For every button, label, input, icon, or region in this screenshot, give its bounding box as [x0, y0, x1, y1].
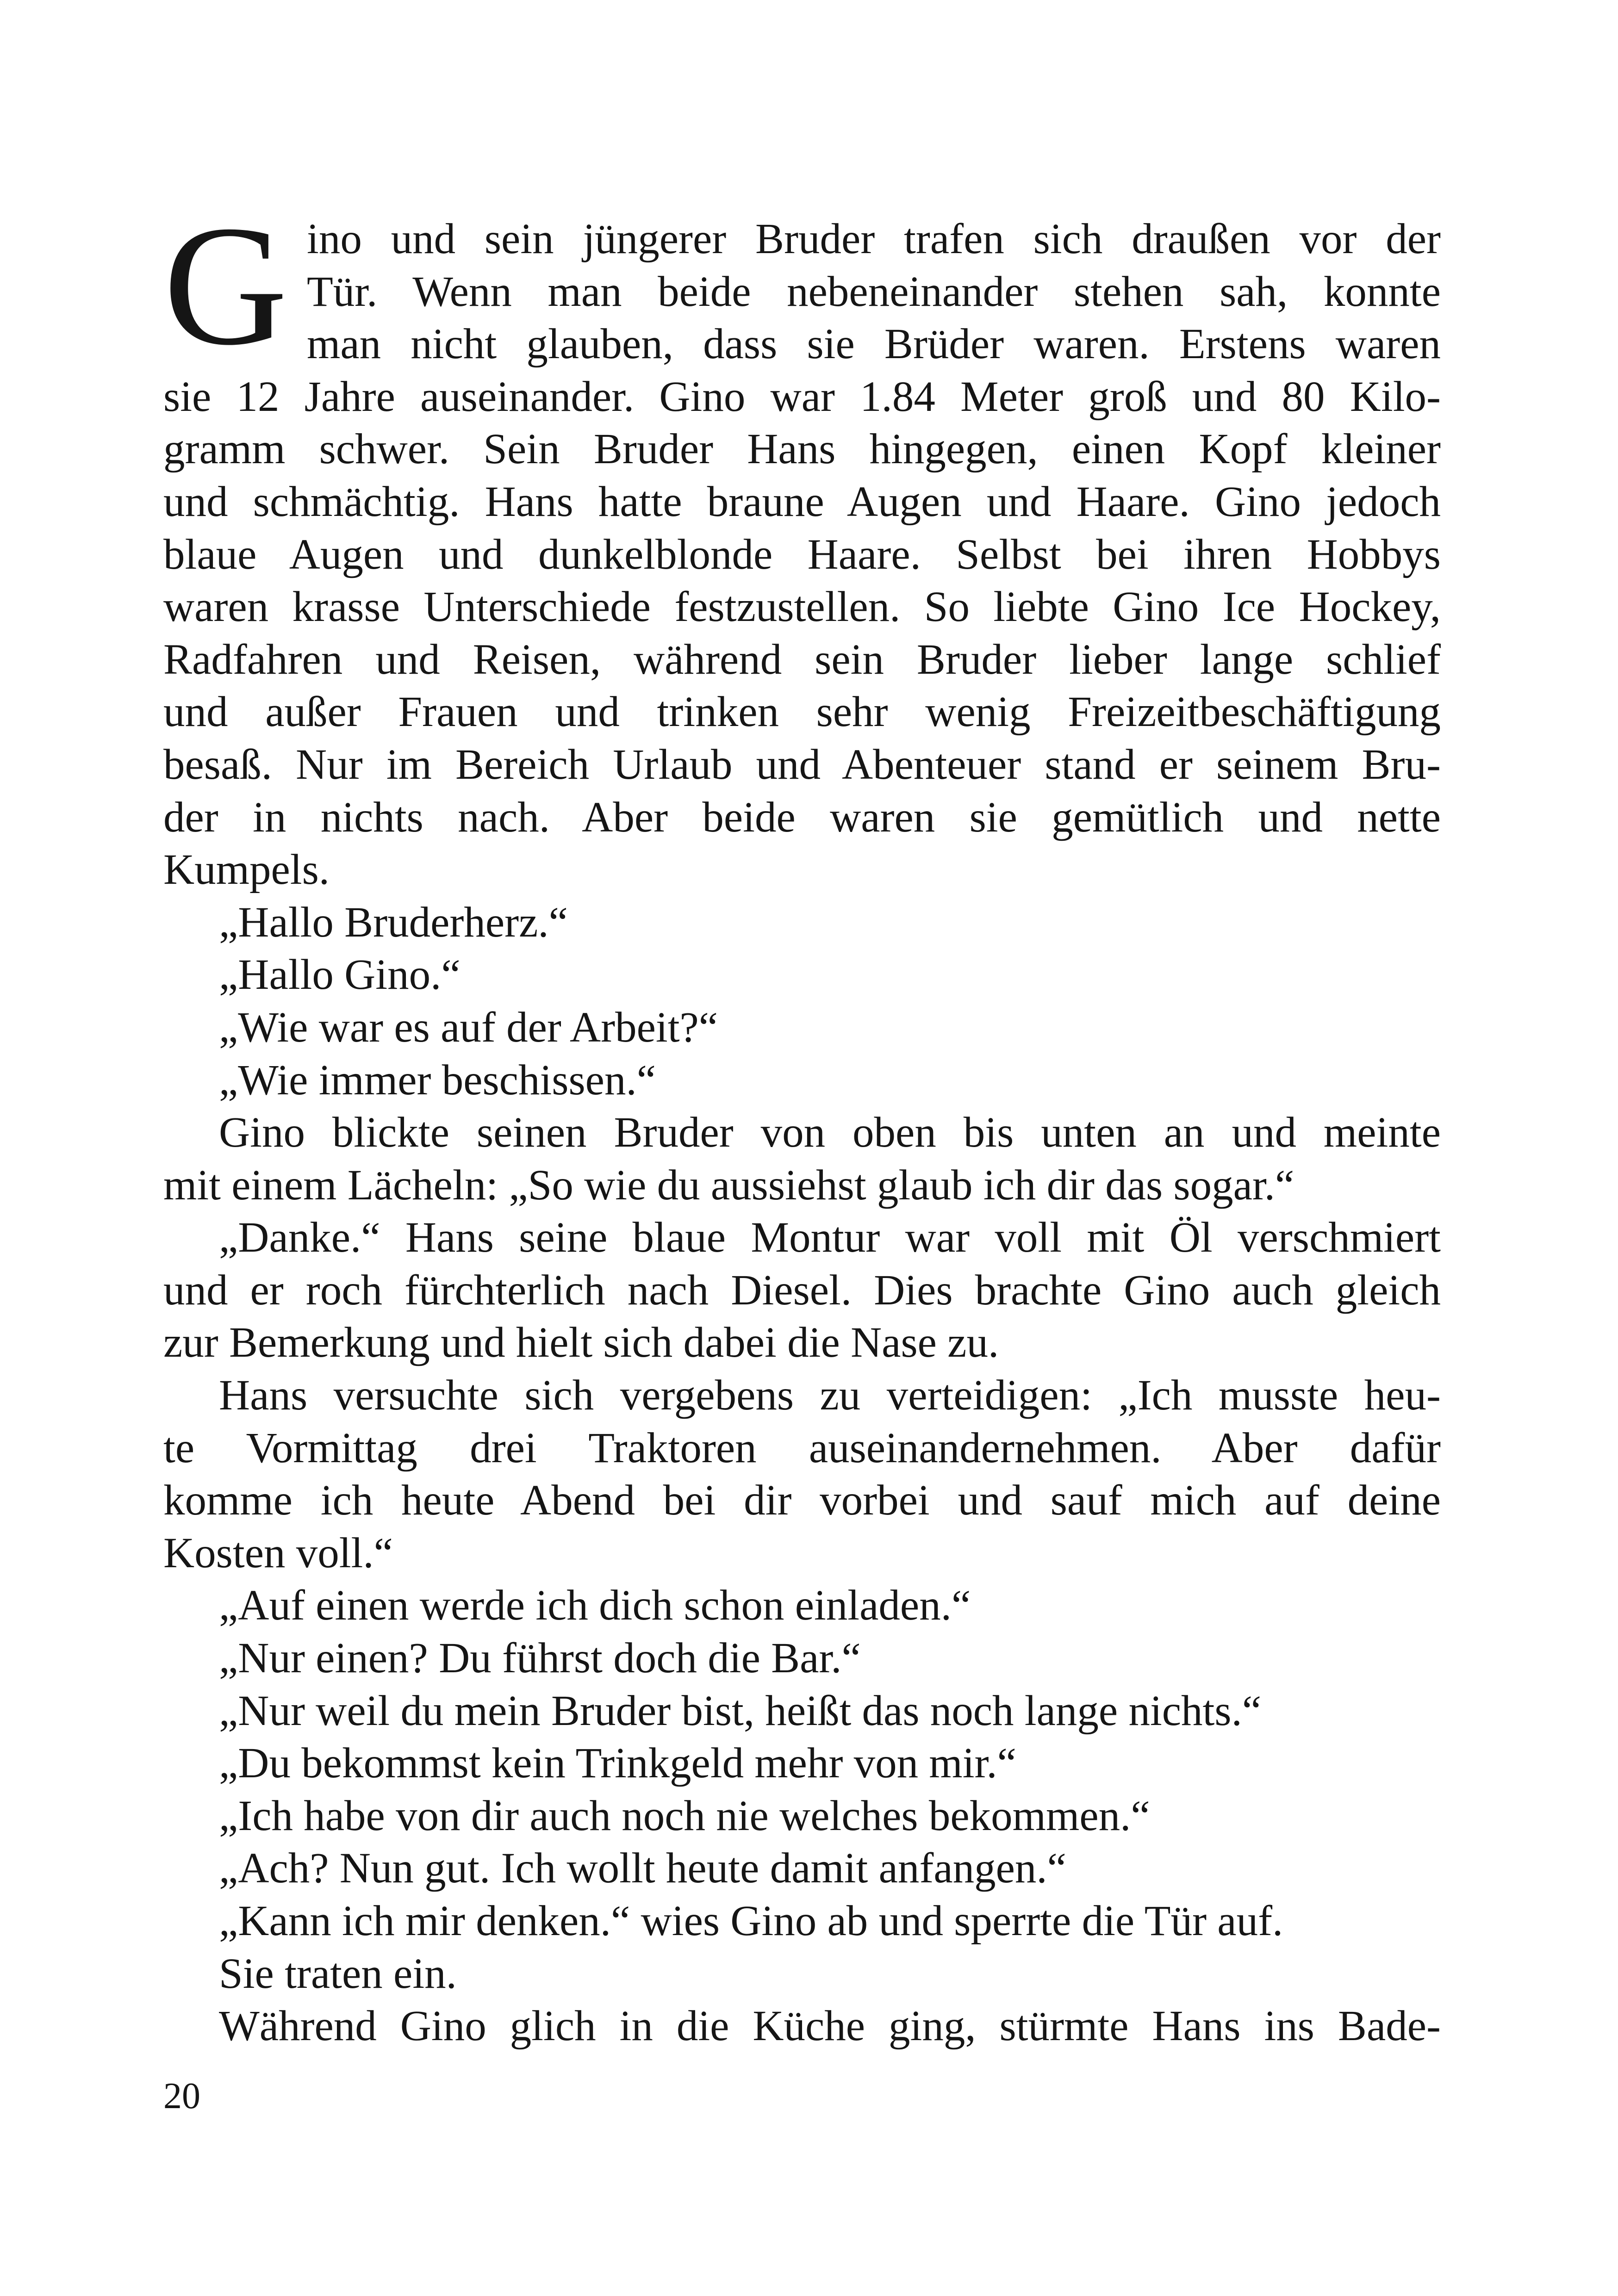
text-line: und schmächtig. Hans hatte braune Augen und Haare. Gino jedoch	[163, 478, 1441, 526]
text-line: „Danke.“ Hans seine blaue Montur war voll mit Öl verschmiert	[219, 1214, 1441, 1262]
dialogue-line: „Hallo Bruderherz.“	[219, 898, 568, 946]
dialogue-line: „Du bekommst kein Trinkgeld mehr von mir.“	[219, 1739, 1016, 1787]
text-line: zur Bemerkung und hielt sich dabei die Nase zu.	[163, 1319, 999, 1367]
text-line: waren krasse Unterschiede festzustellen. So liebte Gino Ice Hockey,	[163, 583, 1441, 631]
text-line: blaue Augen und dunkelblonde Haare. Selbst bei ihren Hobbys	[163, 530, 1441, 578]
text-line: Während Gino glich in die Küche ging, stürmte Hans ins Bade-	[219, 2002, 1441, 2050]
text-line: komme ich heute Abend bei dir vorbei und sauf mich auf deine	[163, 1477, 1441, 1525]
dialogue-line: „Nur weil du mein Bruder bist, heißt das noch lange nichts.“	[219, 1687, 1262, 1735]
drop-cap: G	[163, 191, 288, 381]
text-line: ino und sein jüngerer Bruder trafen sich draußen vor der	[307, 215, 1441, 263]
text-line: Kumpels.	[163, 846, 330, 894]
text-line: man nicht glauben, dass sie Brüder waren. Erstens waren	[307, 320, 1441, 368]
text-line: Sie traten ein.	[219, 1949, 457, 1998]
text-line: der in nichts nach. Aber beide waren sie gemütlich und nette	[163, 793, 1441, 841]
text-line: Kosten voll.“	[163, 1529, 393, 1577]
text-line: Tür. Wenn man beide nebeneinander stehen sah, konnte	[307, 267, 1441, 316]
text-line: sie 12 Jahre auseinander. Gino war 1.84 Meter groß und 80 Kilo-	[163, 372, 1441, 421]
dialogue-line: „Ich habe von dir auch noch nie welches bekommen.“	[219, 1792, 1150, 1840]
dialogue-line: „Nur einen? Du führst doch die Bar.“	[219, 1634, 861, 1682]
text-line: Hans versuchte sich vergebens zu verteidigen: „Ich musste heu-	[219, 1371, 1441, 1420]
page-number: 20	[163, 2076, 200, 2116]
dialogue-line: „Wie immer beschissen.“	[219, 1056, 656, 1104]
text-line: te Vormittag drei Traktoren auseinandernehmen. Aber dafür	[163, 1424, 1441, 1472]
dialogue-line: „Ach? Nun gut. Ich wollt heute damit anfangen.“	[219, 1844, 1066, 1893]
text-line: Radfahren und Reisen, während sein Bruder lieber lange schlief	[163, 635, 1441, 683]
text-line: Gino blickte seinen Bruder von oben bis unten an und meinte	[219, 1109, 1441, 1157]
body-text	[163, 191, 1441, 2053]
dialogue-line: „Wie war es auf der Arbeit?“	[219, 1003, 718, 1051]
text-line: gramm schwer. Sein Bruder Hans hingegen, einen Kopf kleiner	[163, 425, 1441, 473]
text-line: besaß. Nur im Bereich Urlaub und Abenteuer stand er seinem Bru-	[163, 740, 1441, 788]
dialogue-line: „Hallo Gino.“	[219, 951, 461, 999]
text-line: und er roch fürchterlich nach Diesel. Dies brachte Gino auch gleich	[163, 1266, 1441, 1314]
text-line: mit einem Lächeln: „So wie du aussiehst glaub ich dir das sogar.“	[163, 1161, 1294, 1209]
dialogue-line: „Auf einen werde ich dich schon einladen.“	[219, 1582, 971, 1630]
text-line: und außer Frauen und trinken sehr wenig Freizeitbeschäftigung	[163, 688, 1441, 736]
dialogue-line: „Kann ich mir denken.“ wies Gino ab und sperrte die Tür auf.	[219, 1897, 1283, 1945]
